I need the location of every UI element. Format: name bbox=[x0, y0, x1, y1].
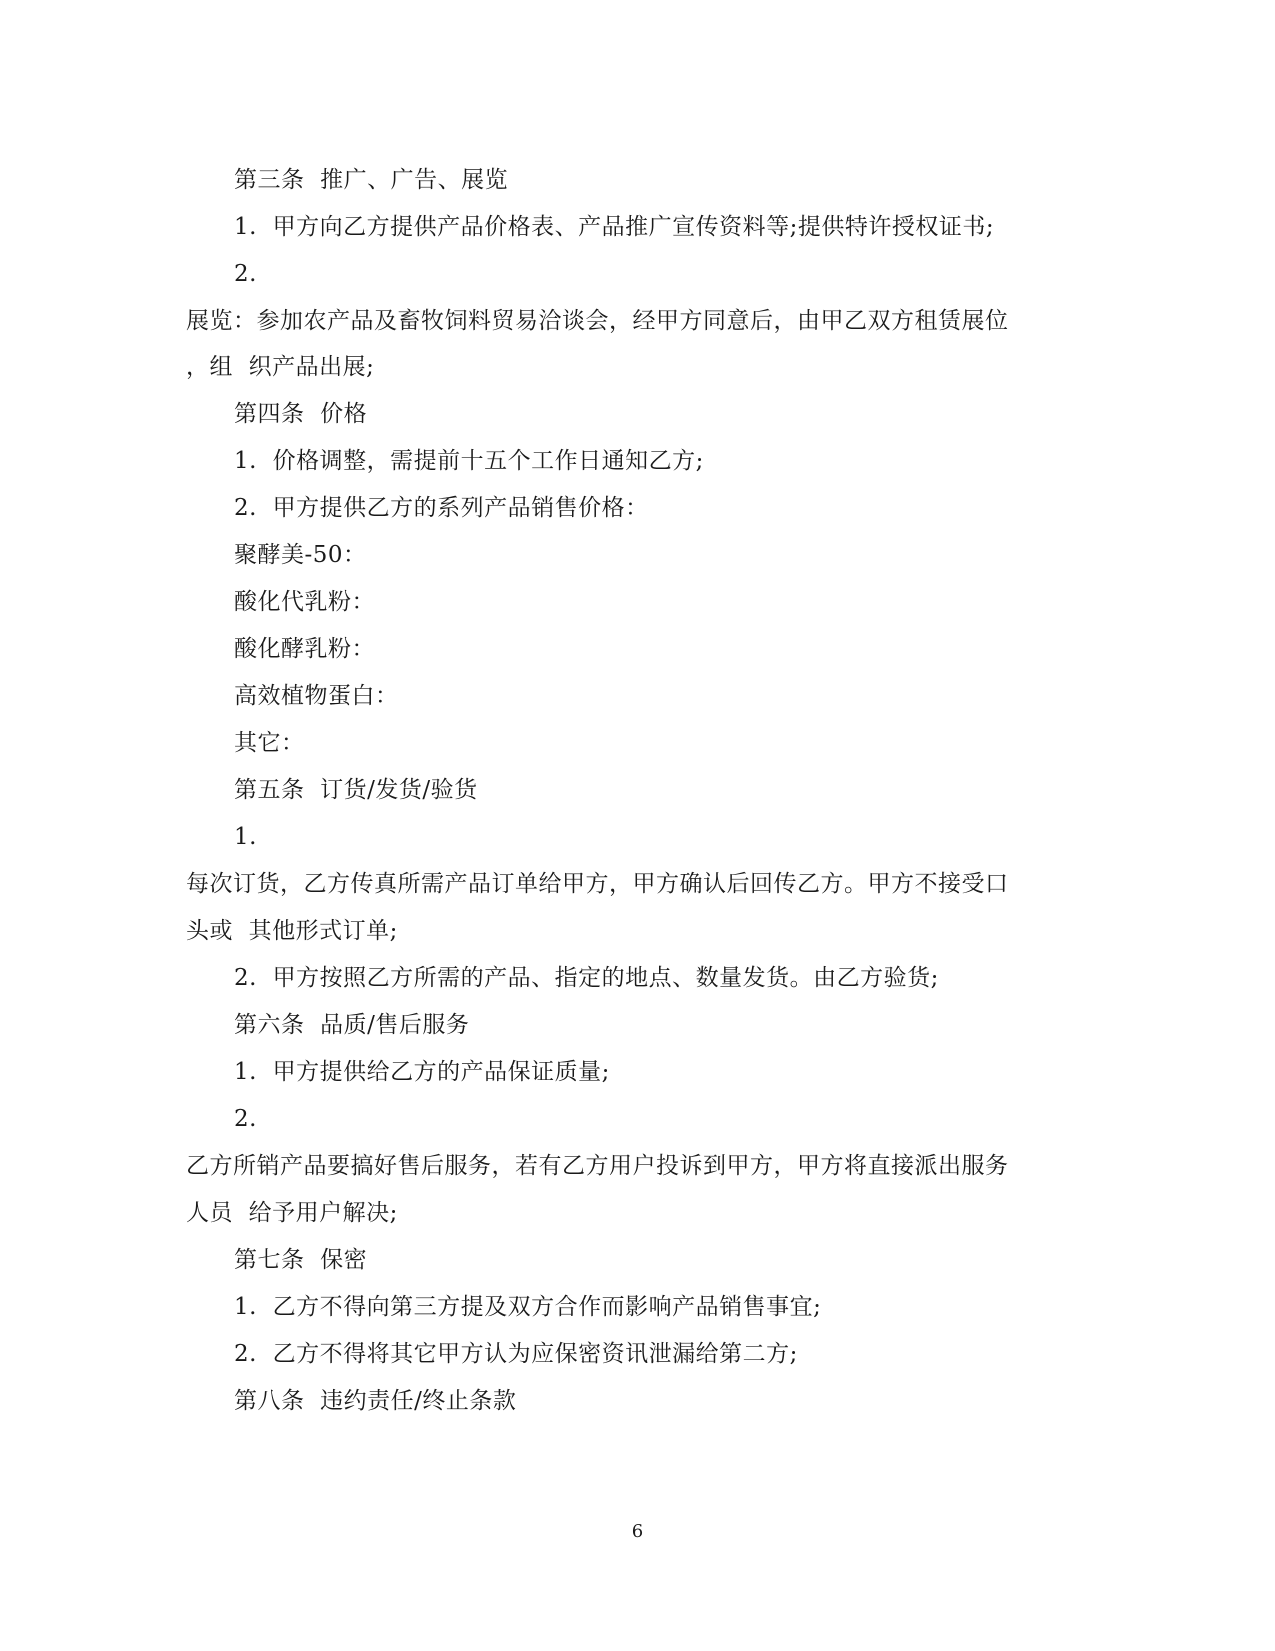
price-item: 酸化代乳粉： bbox=[234, 589, 375, 615]
article-6-item-2-number: 2. bbox=[234, 1106, 257, 1132]
article-6-item-2-continuation: 人员 给予用户解决; bbox=[186, 1200, 398, 1226]
article-7-heading: 第七条 保密 bbox=[234, 1247, 368, 1273]
article-5-item-2: 2. 甲方按照乙方所需的产品、指定的地点、数量发货。由乙方验货; bbox=[234, 965, 939, 991]
article-5-item-1-text: 每次订货，乙方传真所需产品订单给甲方，甲方确认后回传乙方。甲方不接受口 bbox=[186, 871, 1009, 897]
article-5-item-1-number: 1. bbox=[234, 824, 257, 850]
article-7-item-2: 2. 乙方不得将其它甲方认为应保密资讯泄漏给第二方; bbox=[234, 1341, 798, 1367]
article-4-item-2: 2. 甲方提供乙方的系列产品销售价格： bbox=[234, 495, 649, 521]
article-4-heading: 第四条 价格 bbox=[234, 401, 368, 427]
page-number: 6 bbox=[631, 1521, 644, 1542]
price-item: 高效植物蛋白： bbox=[234, 683, 399, 709]
price-item: 其它： bbox=[234, 730, 305, 756]
article-6-item-2-text: 乙方所销产品要搞好售后服务，若有乙方用户投诉到甲方，甲方将直接派出服务 bbox=[186, 1153, 1009, 1179]
article-3-item-2-text: 展览：参加农产品及畜牧饲料贸易洽谈会，经甲方同意后，由甲乙双方租赁展位 bbox=[186, 308, 1009, 334]
article-3-item-2-continuation: ，组 织产品出展; bbox=[186, 354, 375, 380]
article-5-heading: 第五条 订货/发货/验货 bbox=[234, 777, 478, 803]
article-3-item-2-number: 2. bbox=[234, 261, 257, 287]
price-item: 酸化酵乳粉： bbox=[234, 636, 375, 662]
article-4-item-1: 1. 价格调整，需提前十五个工作日通知乙方; bbox=[234, 448, 704, 474]
article-5-item-1-continuation: 头或 其他形式订单; bbox=[186, 918, 398, 944]
article-3-heading: 第三条 推广、广告、展览 bbox=[234, 167, 509, 193]
article-6-heading: 第六条 品质/售后服务 bbox=[234, 1012, 470, 1038]
article-3-item-1: 1. 甲方向乙方提供产品价格表、产品推广宣传资料等;提供特许授权证书; bbox=[234, 214, 995, 240]
article-7-item-1: 1. 乙方不得向第三方提及双方合作而影响产品销售事宜; bbox=[234, 1294, 822, 1320]
article-6-item-1: 1. 甲方提供给乙方的产品保证质量; bbox=[234, 1059, 610, 1085]
article-8-heading: 第八条 违约责任/终止条款 bbox=[234, 1388, 517, 1414]
price-item: 聚酵美-50： bbox=[234, 542, 367, 568]
